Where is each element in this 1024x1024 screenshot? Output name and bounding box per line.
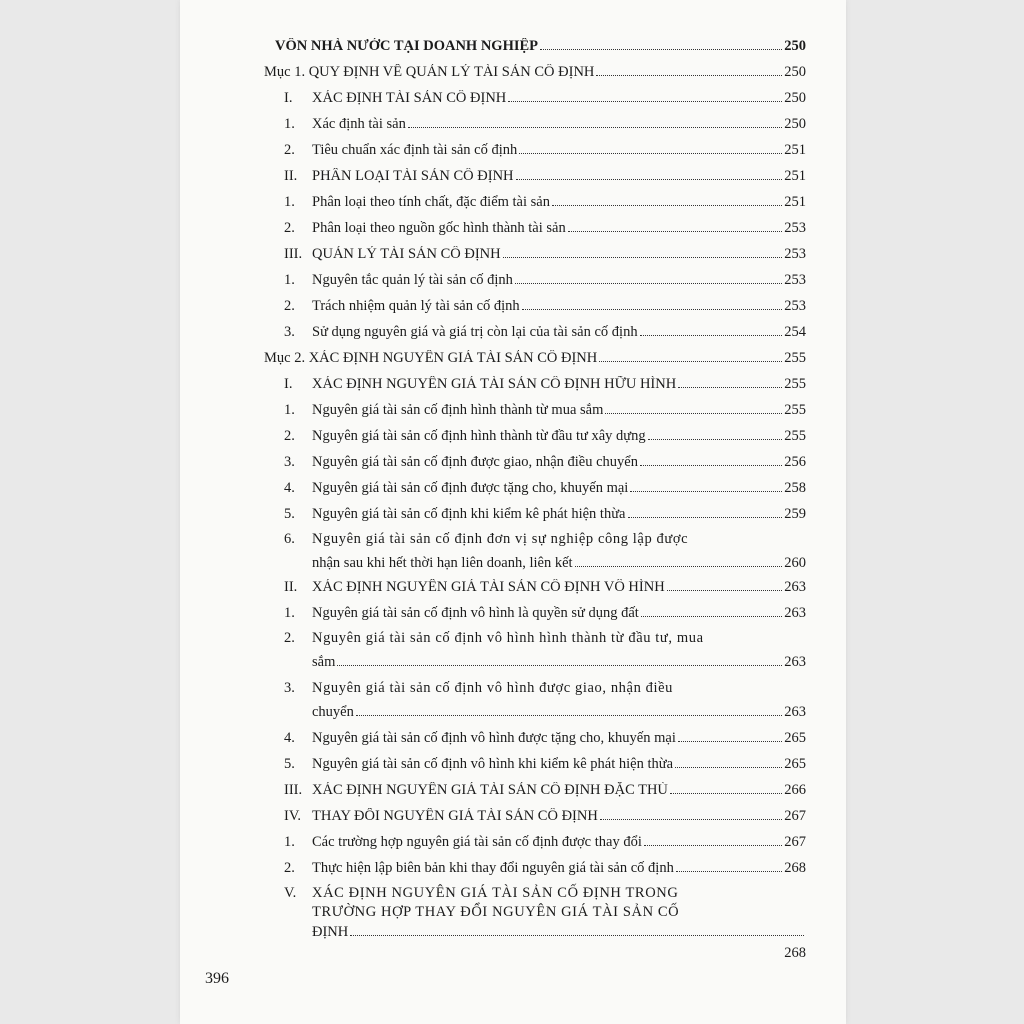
- toc-entry: [284, 453, 806, 471]
- toc-entry-page: 263: [784, 704, 806, 720]
- toc-entry-number: 2.: [284, 860, 295, 876]
- toc-entry-page: 258: [784, 480, 806, 496]
- dot-leader: [519, 141, 782, 154]
- toc-entry-title: VỐN NHÀ NƯỚC TẠI DOANH NGHIỆP: [275, 38, 539, 54]
- toc-entry: [284, 401, 806, 419]
- dot-leader: [596, 63, 782, 76]
- toc-entry-number: 3.: [284, 680, 295, 696]
- dot-leader: [503, 245, 783, 258]
- toc-entry-page: 255: [784, 376, 806, 392]
- toc-entry-title: Thực hiện lập biên bản khi thay đổi nguyên giá tài sản cố định: [312, 860, 674, 876]
- toc-entry-number: 3.: [284, 324, 295, 340]
- toc-entry: [284, 297, 806, 315]
- page-number: 396: [205, 970, 229, 987]
- toc-entry-page: 254: [784, 324, 806, 340]
- toc-entry: [284, 578, 806, 596]
- toc-entry-title: Nguyên giá tài sản cố định hình thành từ đầu tư xây dựng: [312, 428, 646, 444]
- toc-entry: [284, 680, 806, 721]
- dot-leader: [670, 781, 782, 794]
- toc-entry-number: 2.: [284, 142, 295, 158]
- toc-entry-title-continued: ĐỊNH: [312, 924, 349, 940]
- toc-entry-page: 267: [784, 808, 806, 824]
- dot-leader: [540, 37, 782, 50]
- dot-leader: [641, 604, 782, 617]
- toc-entry: [284, 807, 806, 825]
- toc-entry-title: Trách nhiệm quản lý tài sản cố định: [312, 298, 520, 314]
- toc-entry: [284, 604, 806, 622]
- dot-leader: [628, 505, 783, 518]
- toc-entry-page: 253: [784, 272, 806, 288]
- toc-entry-number: III.: [284, 782, 303, 798]
- toc-entry-title: Nguyên giá tài sản cố định vô hình là quyền sử dụng đất: [312, 605, 639, 621]
- dot-leader: [515, 271, 782, 284]
- toc-entry-number: 2.: [284, 428, 295, 444]
- toc-entry-title: Phân loại theo tính chất, đặc điểm tài sản: [312, 194, 550, 210]
- dot-leader: [676, 859, 782, 872]
- toc-entry-number: I.: [284, 90, 293, 106]
- toc-entry: [284, 375, 806, 393]
- toc-entry: [284, 505, 806, 523]
- dot-leader: [675, 755, 782, 768]
- toc-entry-title: XÁC ĐỊNH TÀI SẢN CỐ ĐỊNH: [312, 90, 507, 106]
- toc-entry-number: IV.: [284, 808, 302, 824]
- dot-leader: [667, 578, 783, 591]
- toc-entry: [284, 115, 806, 133]
- table-of-contents: [180, 0, 846, 1024]
- toc-entry: [284, 531, 806, 572]
- dot-leader: [337, 653, 782, 666]
- dot-leader: [600, 807, 782, 820]
- toc-entry-number: III.: [284, 246, 303, 262]
- toc-entry: [284, 89, 806, 107]
- toc-entry-title: Sử dụng nguyên giá và giá trị còn lại của tài sản cố định: [312, 324, 638, 340]
- toc-entry: [284, 781, 806, 799]
- toc-entry-title: XÁC ĐỊNH NGUYÊN GIÁ TÀI SẢN CỐ ĐỊNH VÔ HÌNH: [312, 579, 665, 595]
- dot-leader: [630, 479, 782, 492]
- toc-entry-title: PHÂN LOẠI TÀI SẢN CỐ ĐỊNH: [312, 168, 514, 184]
- toc-entry-number: 4.: [284, 480, 295, 496]
- toc-entry-page: 259: [784, 506, 806, 522]
- toc-entry-number: 2.: [284, 220, 295, 236]
- dot-leader: [575, 554, 783, 567]
- toc-entry-title: Phân loại theo nguồn gốc hình thành tài sản: [312, 220, 566, 236]
- toc-entry: [284, 833, 806, 851]
- toc-entry-page: 265: [784, 756, 806, 772]
- toc-entry-number: 1.: [284, 194, 295, 210]
- toc-entry-page: 267: [784, 834, 806, 850]
- toc-entry: [284, 167, 806, 185]
- toc-entry-number: 1.: [284, 605, 295, 621]
- toc-entry-page: 250: [784, 38, 806, 54]
- dot-leader: [568, 219, 783, 232]
- toc-entry: [284, 859, 806, 877]
- toc-entry-title: Tiêu chuẩn xác định tài sản cố định: [312, 142, 518, 158]
- dot-leader: [605, 401, 782, 414]
- toc-entry-title: Nguyên tắc quản lý tài sản cố định: [312, 272, 513, 288]
- toc-entry-page: 255: [784, 350, 806, 366]
- toc-entry-title: Nguyên giá tài sản cố định được tặng cho, khuyến mại: [312, 480, 629, 496]
- toc-entry-page: 265: [784, 730, 806, 746]
- toc-entry-number: 1.: [284, 272, 295, 288]
- toc-entry-title: Nguyên giá tài sản cố định vô hình khi kiểm kê phát hiện thừa: [312, 756, 674, 772]
- toc-entry-number: II.: [284, 168, 298, 184]
- toc-entry-page: 263: [784, 654, 806, 670]
- toc-entry-page: 268: [784, 945, 806, 961]
- toc-entry-page: 251: [784, 168, 806, 184]
- dot-leader: [599, 349, 782, 362]
- dot-leader: [552, 193, 782, 206]
- dot-leader: [644, 833, 782, 846]
- toc-entry-title-continued: sắm: [312, 654, 336, 670]
- dot-leader: [516, 167, 783, 180]
- toc-entry-title: QUẢN LÝ TÀI SẢN CỐ ĐỊNH: [312, 246, 501, 262]
- toc-entry: [284, 323, 806, 341]
- dot-leader: [678, 729, 782, 742]
- toc-entry-page: 266: [784, 782, 806, 798]
- toc-entry-number: 1.: [284, 116, 295, 132]
- dot-leader: [408, 115, 782, 128]
- toc-entry: [284, 885, 806, 962]
- toc-entry: [284, 193, 806, 211]
- toc-entry: [284, 219, 806, 237]
- dot-leader: [648, 427, 783, 440]
- toc-entry: [284, 755, 806, 773]
- toc-entry-page: 255: [784, 402, 806, 418]
- toc-entry: [284, 245, 806, 263]
- toc-entry: [275, 37, 806, 55]
- toc-entry-number: I.: [284, 376, 293, 392]
- toc-entry: [284, 141, 806, 159]
- dot-leader: [678, 375, 782, 388]
- toc-entry-page: 253: [784, 220, 806, 236]
- dot-leader: [508, 89, 782, 102]
- toc-entry-page: 250: [784, 64, 806, 80]
- toc-entry-number: 2.: [284, 298, 295, 314]
- toc-entry-page: 250: [784, 90, 806, 106]
- toc-entry-title: Mục 2. XÁC ĐỊNH NGUYÊN GIÁ TÀI SẢN CỐ ĐỊNH: [264, 350, 598, 366]
- toc-entry-title: Nguyên giá tài sản cố định đơn vị sự nghiệp công lập được: [312, 531, 689, 547]
- toc-entry-page: 256: [784, 454, 806, 470]
- toc-entry-page: 263: [784, 579, 806, 595]
- toc-entry: [284, 479, 806, 497]
- toc-entry-page: 268: [784, 860, 806, 876]
- toc-entry-number: 5.: [284, 506, 295, 522]
- toc-entry-page: 263: [784, 605, 806, 621]
- toc-entry-title: Nguyên giá tài sản cố định được giao, nhận điều chuyển: [312, 454, 638, 470]
- toc-entry-number: 3.: [284, 454, 295, 470]
- dot-leader: [640, 453, 782, 466]
- toc-entry-title: Nguyên giá tài sản cố định hình thành từ mua sắm: [312, 402, 604, 418]
- toc-entry-number: 4.: [284, 730, 295, 746]
- toc-entry-title: THAY ĐỔI NGUYÊN GIÁ TÀI SẢN CỐ ĐỊNH: [312, 808, 598, 824]
- toc-entry-page: 251: [784, 142, 806, 158]
- toc-entry-title: Nguyên giá tài sản cố định vô hình được giao, nhận điều: [312, 680, 674, 696]
- toc-entry-title: XÁC ĐỊNH NGUYÊN GIÁ TÀI SẢN CỐ ĐỊNH ĐẶC THÙ: [312, 782, 668, 798]
- toc-entry-title: XÁC ĐỊNH NGUYÊN GIÁ TÀI SẢN CỐ ĐỊNH TRONG: [312, 885, 679, 901]
- toc-entry-number: 1.: [284, 402, 295, 418]
- toc-entry-title-continued: chuyển: [312, 704, 354, 720]
- toc-entry: [284, 427, 806, 445]
- toc-entry-title: Các trường hợp nguyên giá tài sản cố định được thay đổi: [312, 834, 642, 850]
- toc-entry-title: Xác định tài sản: [312, 116, 406, 132]
- toc-entry-page: 253: [784, 298, 806, 314]
- toc-entry-number: V.: [284, 885, 297, 901]
- dot-leader: [356, 703, 782, 716]
- toc-entry-number: 5.: [284, 756, 295, 772]
- toc-entry-page: 250: [784, 116, 806, 132]
- toc-entry-title: Nguyên giá tài sản cố định khi kiểm kê phát hiện thừa: [312, 506, 626, 522]
- book-page: [180, 0, 846, 1024]
- toc-entry-title: Nguyên giá tài sản cố định vô hình được tặng cho, khuyến mại: [312, 730, 676, 746]
- toc-entry-title: Nguyên giá tài sản cố định vô hình hình thành từ đầu tư, mua: [312, 630, 704, 646]
- toc-entry-page: 260: [784, 555, 806, 571]
- toc-entry-number: 2.: [284, 630, 295, 646]
- toc-entry-title-continued: TRƯỜNG HỢP THAY ĐỔI NGUYÊN GIÁ TÀI SẢN CỐ: [312, 904, 680, 920]
- toc-entry-number: 6.: [284, 531, 295, 547]
- toc-entry: [264, 63, 806, 81]
- toc-entry: [284, 729, 806, 747]
- dot-leader: [522, 297, 783, 310]
- toc-entry-title-continued: nhận sau khi hết thời hạn liên doanh, liên kết: [312, 555, 573, 571]
- toc-entry-title: Mục 1. QUY ĐỊNH VỀ QUẢN LÝ TÀI SẢN CỐ ĐỊNH: [264, 64, 595, 80]
- dot-leader: [350, 923, 804, 936]
- toc-entry: [264, 349, 806, 367]
- toc-entry: [284, 630, 806, 671]
- toc-entry-number: II.: [284, 579, 298, 595]
- toc-entry-page: 255: [784, 428, 806, 444]
- toc-entry-page: 251: [784, 194, 806, 210]
- toc-entry-number: 1.: [284, 834, 295, 850]
- dot-leader: [640, 323, 783, 336]
- toc-entry: [284, 271, 806, 289]
- toc-entry-page: 253: [784, 246, 806, 262]
- toc-entry-title: XÁC ĐỊNH NGUYÊN GIÁ TÀI SẢN CỐ ĐỊNH HỮU HÌNH: [312, 376, 677, 392]
